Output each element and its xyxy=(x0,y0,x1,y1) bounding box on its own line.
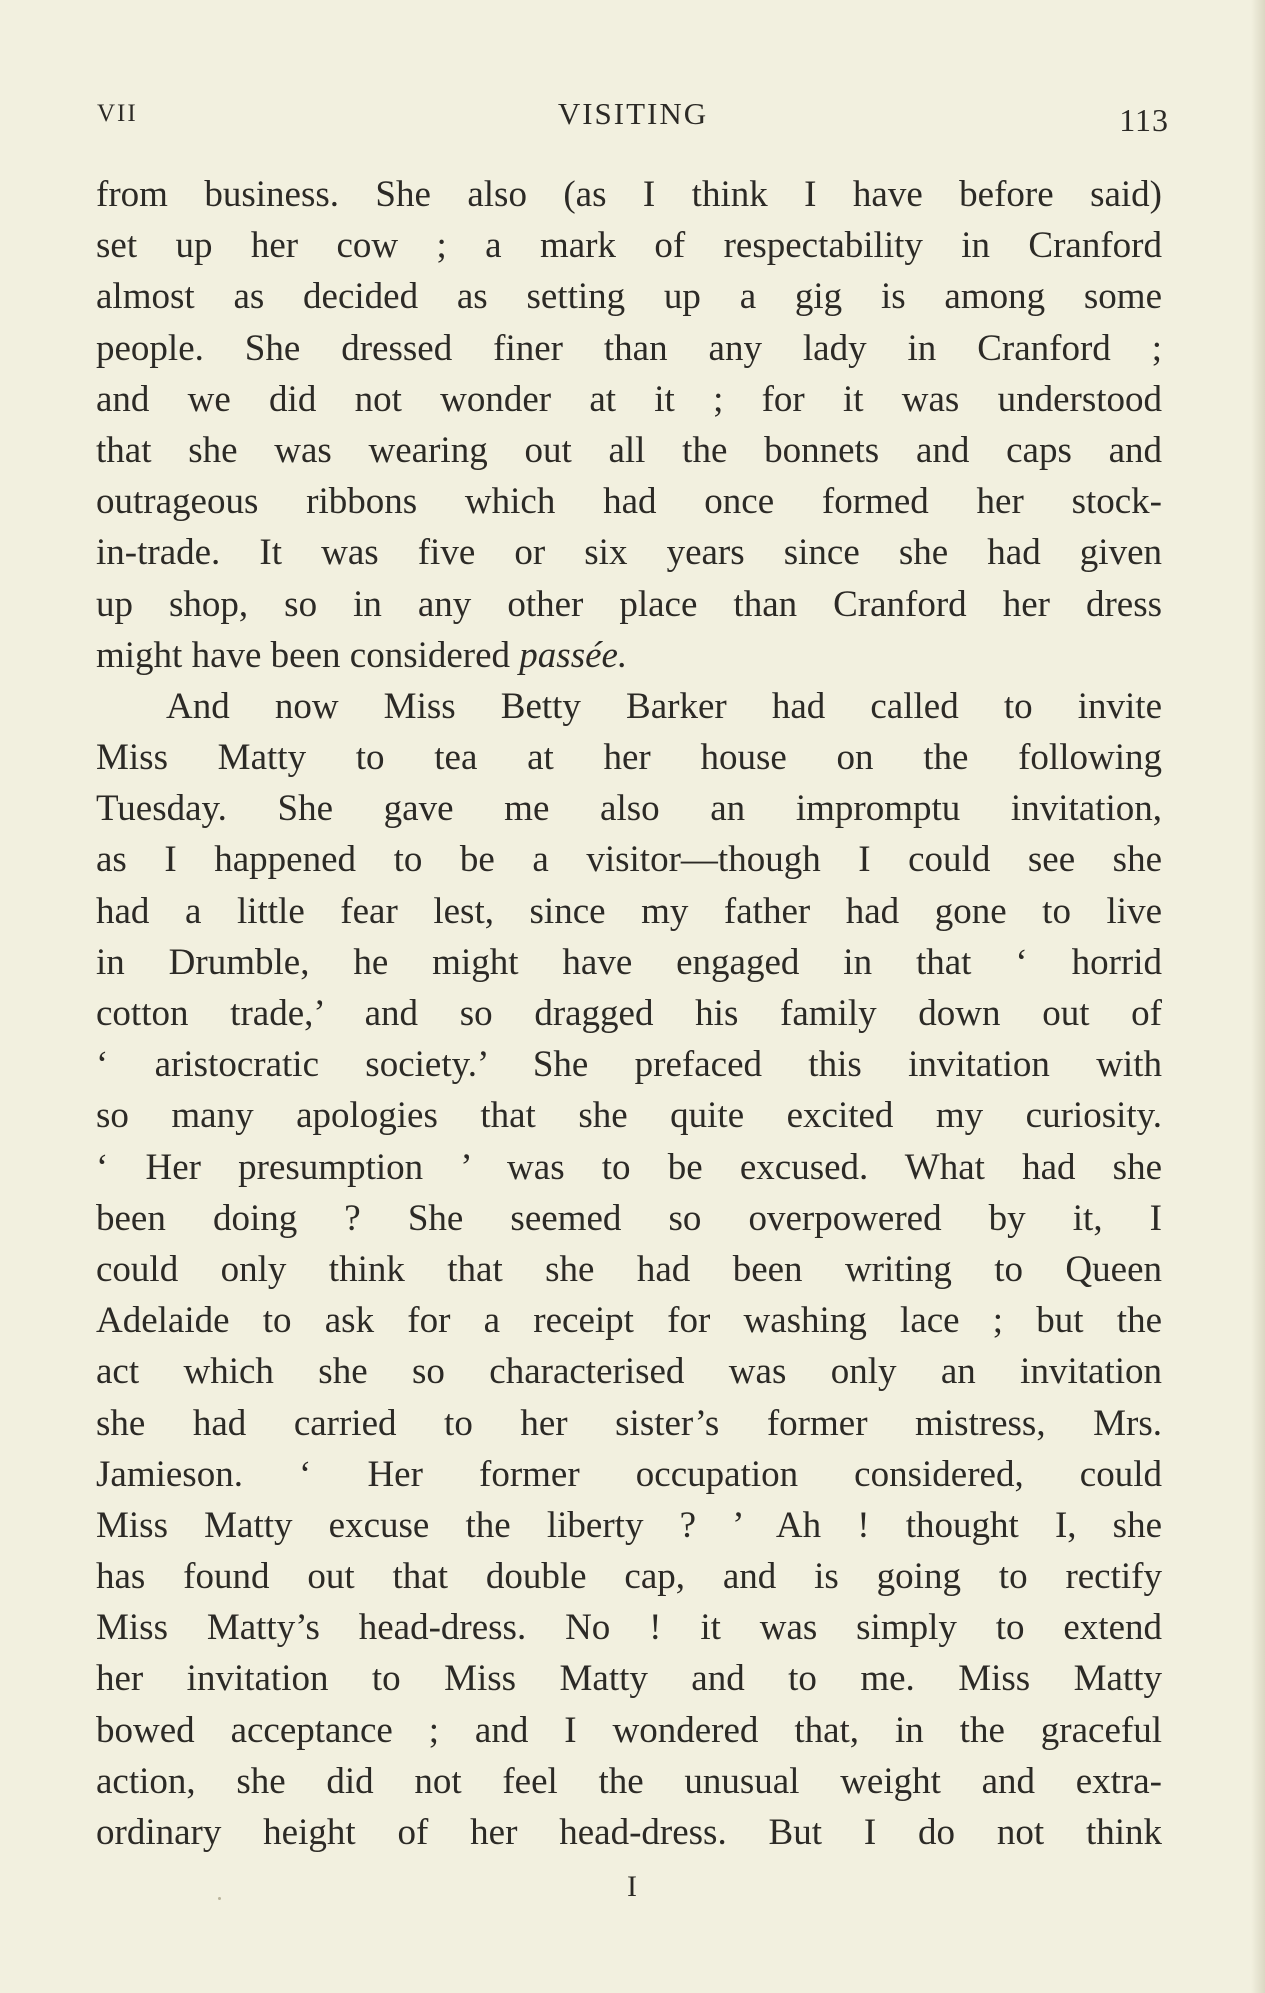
text-line: that she was wearing out all the bonnets and caps and xyxy=(96,429,1162,471)
text-line: up shop, so in any other place than Cranford her dress xyxy=(96,583,1162,625)
page-edge-shadow xyxy=(1251,0,1265,1993)
text-line: could only think that she had been writing to Queen xyxy=(96,1248,1162,1290)
text-line: so many apologies that she quite excited my curiosity. xyxy=(96,1095,1162,1137)
chapter-title: VISITING xyxy=(557,96,709,131)
paragraph-end-line xyxy=(96,630,1162,681)
text-line: outrageous ribbons which had once formed her stock- xyxy=(96,481,1162,523)
text-line: action, she did not feel the unusual weight and extra- xyxy=(96,1760,1162,1802)
text-line: ‘ Her presumption ’ was to be excused. What had she xyxy=(96,1146,1162,1188)
body-text xyxy=(96,169,1162,1858)
text-line: Miss Matty to tea at her house on the following xyxy=(96,737,1162,779)
text-line: as I happened to be a visitor—though I could see she xyxy=(96,839,1162,881)
text-line: almost as decided as setting up a gig is among some xyxy=(96,276,1162,318)
text-line: Miss Matty excuse the liberty ? ’ Ah ! thought I, she xyxy=(96,1504,1162,1546)
text-line: cotton trade,’ and so dragged his family down out of xyxy=(96,993,1162,1034)
paper-speck xyxy=(218,1897,221,1900)
italic-word: passée. xyxy=(519,634,628,676)
running-head xyxy=(97,96,1169,136)
paragraph-start-line: And now Miss Betty Barker had called to invite xyxy=(166,685,1162,727)
text-line: Jamieson. ‘ Her former occupation considered, could xyxy=(96,1453,1162,1495)
text-line: bowed acceptance ; and I wondered that, in the graceful xyxy=(96,1709,1162,1751)
text-line: in-trade. It was five or six years since she had given xyxy=(96,532,1162,574)
text-line: people. She dressed finer than any lady in Cranford ; xyxy=(96,327,1162,369)
text-line: Miss Matty’s head-dress. No ! it was simply to extend xyxy=(96,1607,1162,1649)
text-line: from business. She also (as I think I have before said) xyxy=(96,174,1162,215)
text-line: and we did not wonder at it ; for it was understood xyxy=(96,378,1162,420)
text-line: ordinary height of her head-dress. But I do not think xyxy=(96,1812,1162,1853)
text-line: act which she so characterised was only an invitation xyxy=(96,1351,1162,1393)
text-line: set up her cow ; a mark of respectability in Cranford xyxy=(96,225,1162,267)
page-number: 113 xyxy=(1119,102,1169,138)
text-line: had a little fear lest, since my father had gone to live xyxy=(96,890,1162,932)
text-line: her invitation to Miss Matty and to me. Miss Matty xyxy=(96,1658,1162,1700)
text-line: ‘ aristocratic society.’ She prefaced this invitation with xyxy=(96,1044,1162,1086)
chapter-number: VII xyxy=(97,100,138,127)
text-line: in Drumble, he might have engaged in that ‘ horrid xyxy=(96,941,1162,983)
text-line: might have been considered xyxy=(96,634,520,676)
text-line: Adelaide to ask for a receipt for washing lace ; but the xyxy=(96,1300,1162,1342)
text-line: been doing ? She seemed so overpowered by it, I xyxy=(96,1197,1162,1239)
signature-mark: I xyxy=(627,1870,638,1903)
text-line: she had carried to her sister’s former mistress, Mrs. xyxy=(96,1402,1162,1444)
text-line: Tuesday. She gave me also an impromptu invitation, xyxy=(96,788,1162,830)
text-line: has found out that double cap, and is going to rectify xyxy=(96,1556,1162,1598)
